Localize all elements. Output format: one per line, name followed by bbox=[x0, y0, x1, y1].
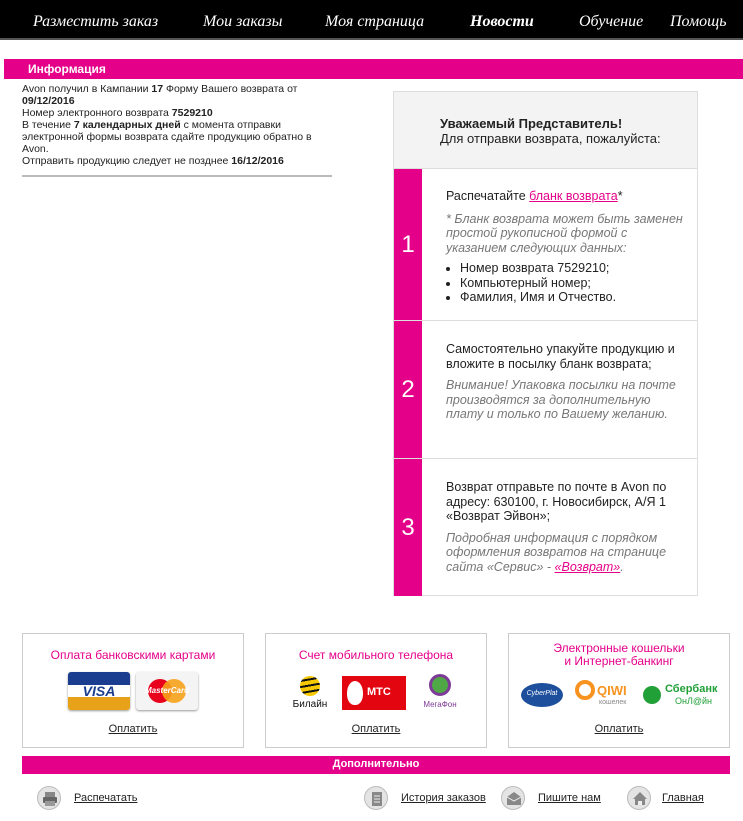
step-3-text: Возврат отправьте по почте в Avon по адресу: 630100, г. Новосибирск, А/Я 1 «Возврат Эйвон»; bbox=[446, 480, 667, 523]
nav-place-order[interactable]: Разместить заказ bbox=[33, 13, 159, 30]
home-link[interactable]: Главная bbox=[662, 792, 704, 804]
step-1-list bbox=[460, 261, 684, 305]
pay-ewallets-button[interactable]: Оплатить bbox=[594, 723, 644, 735]
info-line-5: Отправить продукцию следует не позднее 16/12/2016 bbox=[22, 155, 284, 167]
info-line-1: Avon получил в Кампании 17 Форму Вашего возврата от bbox=[22, 83, 298, 95]
cyberplat-logo: CyberPlat bbox=[521, 683, 563, 707]
step-1 bbox=[394, 169, 697, 321]
info-text bbox=[22, 83, 334, 167]
step-1-note: * Бланк возврата может быть заменен простой рукописной формой с указанием следующих данных: bbox=[446, 211, 683, 255]
list-item: • Компьютерный номер; bbox=[460, 276, 684, 291]
sberbank-logo: Сбербанк ОнЛ@йн bbox=[643, 683, 723, 711]
payment-title: Оплата банковскими картами bbox=[50, 648, 216, 662]
document-icon[interactable] bbox=[364, 786, 388, 810]
payment-ewallets bbox=[508, 633, 730, 748]
nav-my-orders[interactable]: Мои заказы bbox=[203, 13, 283, 30]
nav-help[interactable]: Помощь bbox=[670, 13, 727, 30]
info-title: Информация bbox=[28, 62, 106, 76]
nav-my-page[interactable]: Моя страница bbox=[325, 13, 425, 30]
print-link[interactable]: Распечатать bbox=[74, 792, 138, 804]
return-form-link[interactable]: бланк возврата bbox=[529, 189, 618, 203]
step-1-body bbox=[446, 189, 684, 305]
list-item: • Фамилия, Имя и Отчество. bbox=[460, 290, 684, 305]
list-item: • Номер возврата 7529210; bbox=[460, 261, 684, 276]
pay-mobile-button[interactable]: Оплатить bbox=[351, 723, 401, 735]
mts-logo: МТС bbox=[342, 676, 406, 710]
step-number: 1 bbox=[394, 169, 422, 320]
payment-bank-cards bbox=[22, 633, 244, 748]
step-1-text: Распечатайте бланк возврата* bbox=[446, 189, 623, 203]
info-line-2: 09/12/2016 bbox=[22, 95, 75, 107]
write-us-link[interactable]: Пишите нам bbox=[538, 792, 601, 804]
beeline-logo: Билайн bbox=[290, 676, 330, 716]
payment-mobile bbox=[265, 633, 487, 748]
info-line-3: Номер электронного возврата 7529210 bbox=[22, 107, 213, 119]
top-navigation bbox=[0, 0, 743, 40]
greeting: Уважаемый Представитель! bbox=[440, 116, 623, 131]
return-service-link[interactable]: «Возврат» bbox=[554, 559, 621, 574]
step-2-body bbox=[446, 342, 684, 422]
printer-icon[interactable] bbox=[37, 786, 61, 810]
step-3-note: Подробная информация с порядком оформления возвратов на странице сайта «Сервис» - «Возврат». bbox=[446, 530, 667, 574]
order-history-link[interactable]: История заказов bbox=[401, 792, 486, 804]
nav-news[interactable]: Новости bbox=[470, 13, 534, 30]
instructions-header bbox=[394, 92, 697, 169]
pay-cards-button[interactable]: Оплатить bbox=[108, 723, 158, 735]
payment-title: Электронные кошельки и Интернет-банкинг bbox=[553, 641, 685, 668]
mastercard-logo: MasterCard bbox=[136, 672, 198, 710]
step-number: 3 bbox=[394, 459, 422, 596]
home-icon[interactable] bbox=[627, 786, 651, 810]
visa-logo: VISA bbox=[68, 672, 130, 710]
extra-header-bar bbox=[22, 756, 730, 774]
info-header-bar bbox=[4, 59, 743, 79]
return-instructions bbox=[393, 91, 698, 596]
greeting-subtitle: Для отправки возврата, пожалуйста: bbox=[440, 131, 661, 146]
megafon-logo: МегаФон bbox=[418, 674, 462, 716]
step-number: 2 bbox=[394, 321, 422, 458]
info-line-4: В течение 7 календарных дней с момента отправки электронной формы возврата сдайте продукцию обратно в Avon. bbox=[22, 119, 312, 155]
step-2-text: Самостоятельно упакуйте продукцию и вложите в посылку бланк возврата; bbox=[446, 342, 675, 371]
payment-title: Счет мобильного телефона bbox=[298, 648, 454, 662]
extra-title: Дополнительно bbox=[332, 758, 420, 770]
qiwi-logo: QIWI кошелек bbox=[575, 678, 635, 712]
step-2-note: Внимание! Упаковка посылки на почте производятся за дополнительную плату и только по Вашему желанию. bbox=[446, 378, 676, 421]
nav-training[interactable]: Обучение bbox=[579, 13, 644, 30]
step-3-body bbox=[446, 480, 684, 574]
step-2 bbox=[394, 321, 697, 459]
step-3 bbox=[394, 459, 697, 596]
info-divider bbox=[22, 175, 332, 177]
mail-icon[interactable] bbox=[501, 786, 525, 810]
